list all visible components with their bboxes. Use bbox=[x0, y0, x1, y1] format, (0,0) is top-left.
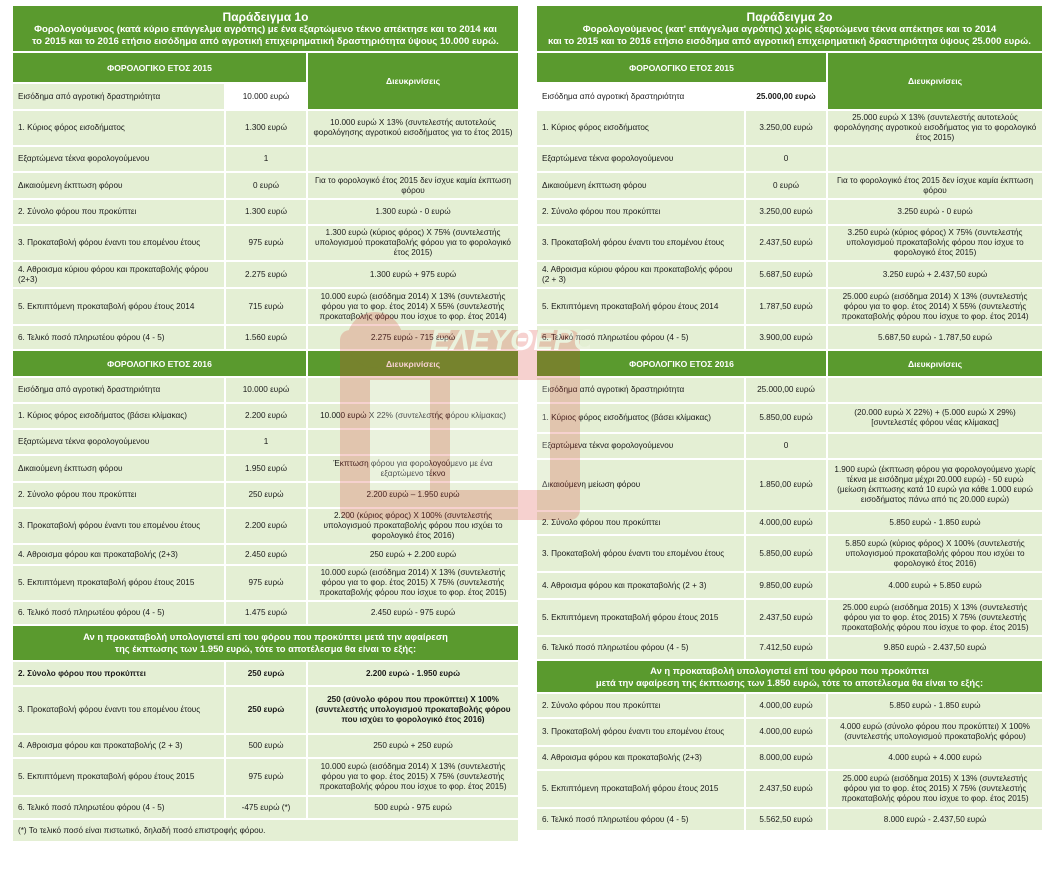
row-value: 500 ευρώ bbox=[225, 734, 307, 758]
row-value: 4.000,00 ευρώ bbox=[745, 511, 827, 535]
example-2-explanations-header-2016: Διευκρινίσεις bbox=[827, 350, 1042, 377]
example-1-year-2015-header: ΦΟΡΟΛΟΓΙΚΟ ΕΤΟΣ 2015 bbox=[13, 53, 307, 83]
example-1-subtitle-line-1: Φορολογούμενος (κατά κύριο επάγγελμα αγρότης) με ένα εξαρτώμενο τέκνο απέκτησε και το 2014 και bbox=[34, 23, 497, 35]
row-value: 975 ευρώ bbox=[225, 758, 307, 796]
row-label: 2. Σύνολο φόρου που προκύπτει bbox=[13, 482, 225, 508]
row-label: 4. Αθροισμα φόρου και προκαταβολής (2 + 3) bbox=[13, 734, 225, 758]
row-value: 250 ευρώ bbox=[225, 686, 307, 734]
row-value: 3.250,00 ευρώ bbox=[745, 110, 827, 146]
row-explanation bbox=[307, 377, 518, 403]
example-1-table bbox=[13, 53, 518, 841]
row-label: 4. Αθροισμα φόρου και προκαταβολής (2+3) bbox=[537, 746, 745, 770]
example-1-title-bar bbox=[13, 6, 518, 53]
row-value: 3.250,00 ευρώ bbox=[745, 199, 827, 225]
row-value: 2.437,50 ευρώ bbox=[745, 225, 827, 261]
row-label: 1. Κύριος φόρος εισοδήματος (βάσει κλίμακας) bbox=[537, 403, 745, 433]
row-label: 3. Προκαταβολή φόρου έναντι του επομένου έτους bbox=[537, 225, 745, 261]
row-explanation: 10.000 ευρώ (εισόδημα 2014) Χ 13% (συντελεστής φόρου για το φορ. έτος 2014) Χ 55% (συντελεστής προκαταβολής φόρου που ίσχυε το φορ. έτος 2014) bbox=[307, 288, 518, 325]
row-value: 2.450 ευρώ bbox=[225, 544, 307, 565]
row-value: 4.000,00 ευρώ bbox=[745, 718, 827, 746]
row-label: Εξαρτώμενα τέκνα φορολογούμενου bbox=[537, 433, 745, 459]
row-explanation: 1.900 ευρώ (έκπτωση φόρου για φορολογούμενο χωρίς τέκνα με εισόδημα μέχρι 20.000 ευρώ) - 50 ευρώ (μείωση έκπτωσης κατά 10 ευρώ για κάθε 1.000 ευρώ εισοδήματος πάνω από τις 20.000 ευρώ) bbox=[827, 459, 1042, 511]
row-label: 3. Προκαταβολή φόρου έναντι του επομένου έτους bbox=[537, 718, 745, 746]
row-explanation: Για το φορολογικό έτος 2015 δεν ίσχυε καμία έκπτωση φόρου bbox=[307, 172, 518, 199]
row-value: 8.000,00 ευρώ bbox=[745, 746, 827, 770]
row-explanation: 1.300 ευρώ - 0 ευρώ bbox=[307, 199, 518, 225]
row-label: 5. Εκπιπτόμενη προκαταβολή φόρου έτους 2014 bbox=[537, 288, 745, 325]
row-value: 250 ευρώ bbox=[225, 661, 307, 686]
row-value: 0 bbox=[745, 433, 827, 459]
watermark-text: ΕΛΕΥΘΕΡ bbox=[430, 324, 574, 357]
example-2-explanations-header: Διευκρινίσεις bbox=[827, 53, 1042, 110]
row-label: 4. Αθροισμα φόρου και προκαταβολής (2+3) bbox=[13, 544, 225, 565]
row-explanation: 2.450 ευρώ - 975 ευρώ bbox=[307, 601, 518, 625]
row-value: 715 ευρώ bbox=[225, 288, 307, 325]
row-explanation bbox=[827, 377, 1042, 403]
alt-note-line-1: Αν η προκαταβολή υπολογιστεί επί του φόρου που προκύπτει bbox=[650, 664, 929, 676]
row-explanation bbox=[827, 146, 1042, 172]
example-1-title: Παράδειγμα 1ο bbox=[222, 9, 309, 24]
example-1-panel bbox=[13, 6, 518, 841]
row-explanation: Έκπτωση φόρου για φορολογούμενο με ένα εξαρτώμενο τέκνο bbox=[307, 455, 518, 482]
row-label: 3. Προκαταβολή φόρου έναντι του επομένου έτους bbox=[13, 686, 225, 734]
row-value: 7.412,50 ευρώ bbox=[745, 636, 827, 660]
row-label: 1. Κύριος φόρος εισοδήματος (βάσει κλίμακας) bbox=[13, 403, 225, 429]
row-label: 2. Σύνολο φόρου που προκύπτει bbox=[537, 511, 745, 535]
row-label: 6. Τελικό ποσό πληρωτέου φόρου (4 - 5) bbox=[13, 601, 225, 625]
row-value: 1.950 ευρώ bbox=[225, 455, 307, 482]
row-label: Εξαρτώμενα τέκνα φορολογούμενου bbox=[13, 146, 225, 172]
example-1-subtitle-line-2: το 2015 και το 2016 ετήσιο εισόδημα από αγροτική επιχειρηματική δραστηριότητα ύψους 10.000 ευρώ. bbox=[32, 35, 499, 47]
row-value: 2.200 ευρώ bbox=[225, 403, 307, 429]
row-explanation: 10.000 ευρώ Χ 13% (συντελεστής αυτοτελούς φορολόγησης αγροτικού εισοδήματος για το έτος 2015) bbox=[307, 110, 518, 146]
row-value: 0 bbox=[745, 146, 827, 172]
example-2-subtitle-line-2: και το 2015 και το 2016 ετήσιο εισόδημα από αγροτική επιχειρηματική δραστηριότητα ύψους 25.000 ευρώ. bbox=[548, 35, 1031, 47]
row-label: Εισόδημα από αγροτική δραστηριότητα bbox=[13, 377, 225, 403]
row-label: 6. Τελικό ποσό πληρωτέου φόρου (4 - 5) bbox=[537, 636, 745, 660]
row-explanation: 9.850 ευρώ - 2.437,50 ευρώ bbox=[827, 636, 1042, 660]
row-value: 2.275 ευρώ bbox=[225, 261, 307, 288]
row-label: Εξαρτώμενα τέκνα φορολογούμενου bbox=[13, 429, 225, 455]
row-label: 6. Τελικό ποσό πληρωτέου φόρου (4 - 5) bbox=[537, 325, 745, 350]
row-value: 5.562,50 ευρώ bbox=[745, 808, 827, 831]
row-value: 2.437,50 ευρώ bbox=[745, 599, 827, 636]
row-explanation: 250 ευρώ + 250 ευρώ bbox=[307, 734, 518, 758]
row-explanation: 3.250 ευρώ + 2.437,50 ευρώ bbox=[827, 261, 1042, 288]
row-value: 25.000,00 ευρώ bbox=[745, 83, 827, 110]
row-value: 250 ευρώ bbox=[225, 482, 307, 508]
row-label: Εισόδημα από αγροτική δραστηριότητα bbox=[13, 83, 225, 110]
row-explanation: 1.300 ευρώ + 975 ευρώ bbox=[307, 261, 518, 288]
row-label: 5. Εκπιπτόμενη προκαταβολή φόρου έτους 2015 bbox=[537, 599, 745, 636]
row-explanation: 10.000 ευρώ (εισόδημα 2014) Χ 13% (συντελεστής φόρου για το φορ. έτος 2015) Χ 75% (συντελεστής προκαταβολής φόρου που ίσχυε το φορ. έτος 2015) bbox=[307, 565, 518, 601]
row-label: 6. Τελικό ποσό πληρωτέου φόρου (4 - 5) bbox=[13, 325, 225, 350]
row-explanation: 10.000 ευρώ (εισόδημα 2014) Χ 13% (συντελεστής φόρου για το φορ. έτος 2015) Χ 75% (συντελεστής προκαταβολής φόρου που ίσχυε το φορ. έτος 2015) bbox=[307, 758, 518, 796]
row-label: 1. Κύριος φόρος εισοδήματος bbox=[537, 110, 745, 146]
row-value: 1 bbox=[225, 146, 307, 172]
row-value: 1.850,00 ευρώ bbox=[745, 459, 827, 511]
row-explanation: 10.000 ευρώ Χ 22% (συντελεστής φόρου κλίμακας) bbox=[307, 403, 518, 429]
alt-note-line-1: Αν η προκαταβολή υπολογιστεί επί του φόρου που προκύπτει μετά την αφαίρεση bbox=[83, 631, 448, 642]
row-explanation: 4.000 ευρώ (σύνολο φόρου που προκύπτει) Χ 100% (συντελεστής υπολογισμού προκαταβολής φόρου) bbox=[827, 718, 1042, 746]
row-value: 1.300 ευρώ bbox=[225, 110, 307, 146]
row-label: Εισόδημα από αγροτική δραστηριότητα bbox=[537, 83, 745, 110]
row-value: 2.200 ευρώ bbox=[225, 508, 307, 544]
example-1-alternative-note bbox=[13, 625, 518, 661]
row-label: 2. Σύνολο φόρου που προκύπτει bbox=[13, 199, 225, 225]
row-value: 1.560 ευρώ bbox=[225, 325, 307, 350]
row-explanation: (20.000 ευρώ Χ 22%) + (5.000 ευρώ Χ 29%) [συντελεστές φόρου νέας κλίμακας] bbox=[827, 403, 1042, 433]
row-value: 3.900,00 ευρώ bbox=[745, 325, 827, 350]
row-explanation: 2.200 ευρώ – 1.950 ευρώ bbox=[307, 482, 518, 508]
row-value: 0 ευρώ bbox=[225, 172, 307, 199]
row-value: 4.000,00 ευρώ bbox=[745, 693, 827, 718]
row-explanation: 4.000 ευρώ + 5.850 ευρώ bbox=[827, 572, 1042, 599]
example-2-subtitle-line-1: Φορολογούμενος (κατ' επάγγελμα αγρότης) χωρίς εξαρτώμενα τέκνα απέκτησε και το 2014 bbox=[582, 23, 997, 35]
row-explanation: 25.000 ευρώ (εισόδημα 2014) Χ 13% (συντελεστής φόρου για το φορ. έτος 2014) Χ 55% (συντελεστής προκαταβολής φόρου που ίσχυε το φορ. έτος 2014) bbox=[827, 288, 1042, 325]
row-explanation: 5.850 ευρώ - 1.850 ευρώ bbox=[827, 511, 1042, 535]
row-explanation: 5.850 ευρώ - 1.850 ευρώ bbox=[827, 693, 1042, 718]
example-2-year-2015-header: ΦΟΡΟΛΟΓΙΚΟ ΕΤΟΣ 2015 bbox=[537, 53, 827, 83]
row-value: 975 ευρώ bbox=[225, 565, 307, 601]
row-explanation: 2.200 (κύριος φόρος) Χ 100% (συντελεστής υπολογισμού προκαταβολής φόρου που ισχύει το φορολογικό έτος 2016) bbox=[307, 508, 518, 544]
row-label: 6. Τελικό ποσό πληρωτέου φόρου (4 - 5) bbox=[537, 808, 745, 831]
example-2-year-2016-header: ΦΟΡΟΛΟΓΙΚΟ ΕΤΟΣ 2016 bbox=[537, 350, 827, 377]
row-label: Εξαρτώμενα τέκνα φορολογούμενου bbox=[537, 146, 745, 172]
row-value: 9.850,00 ευρώ bbox=[745, 572, 827, 599]
row-explanation: 250 (σύνολο φόρου που προκύπτει) Χ 100% (συντελεστής υπολογισμού προκαταβολής φόρου που ισχύει το φορολογικό έτος 2016) bbox=[307, 686, 518, 734]
row-label: 3. Προκαταβολή φόρου έναντι του επομένου έτους bbox=[13, 508, 225, 544]
row-explanation: 25.000 ευρώ Χ 13% (συντελεστής αυτοτελούς φορολόγησης αγροτικού εισοδήματος για το φορολογικό έτος 2015) bbox=[827, 110, 1042, 146]
row-explanation: 500 ευρώ - 975 ευρώ bbox=[307, 796, 518, 819]
row-explanation: Για το φορολογικό έτος 2015 δεν ίσχυε καμία έκπτωση φόρου bbox=[827, 172, 1042, 199]
row-label: 6. Τελικό ποσό πληρωτέου φόρου (4 - 5) bbox=[13, 796, 225, 819]
row-explanation: 4.000 ευρώ + 4.000 ευρώ bbox=[827, 746, 1042, 770]
alt-note-line-2: μετά την αφαίρεση της έκπτωσης των 1.850 ευρώ, τότε το αποτέλεσμα θα είναι το εξής: bbox=[595, 676, 984, 688]
row-explanation: 250 ευρώ + 2.200 ευρώ bbox=[307, 544, 518, 565]
example-1-explanations-header-2016: Διευκρινίσεις bbox=[307, 350, 518, 377]
row-label: Δικαιούμενη έκπτωση φόρου bbox=[13, 455, 225, 482]
row-value: 10.000 ευρώ bbox=[225, 83, 307, 110]
row-explanation: 5.687,50 ευρώ - 1.787,50 ευρώ bbox=[827, 325, 1042, 350]
row-label: Δικαιούμενη έκπτωση φόρου bbox=[13, 172, 225, 199]
row-explanation: 8.000 ευρώ - 2.437,50 ευρώ bbox=[827, 808, 1042, 831]
row-label: 3. Προκαταβολή φόρου έναντι του επομένου έτους bbox=[537, 535, 745, 572]
row-value: 1 bbox=[225, 429, 307, 455]
row-value: 5.850,00 ευρώ bbox=[745, 403, 827, 433]
row-label: 4. Αθροισμα κύριου φόρου και προκαταβολής φόρου (2+3) bbox=[13, 261, 225, 288]
row-label: 5. Εκπιπτόμενη προκαταβολή φόρου έτους 2015 bbox=[13, 758, 225, 796]
example-2-title-bar bbox=[537, 6, 1042, 53]
row-label: 2. Σύνολο φόρου που προκύπτει bbox=[537, 693, 745, 718]
row-label: 5. Εκπιπτόμενη προκαταβολή φόρου έτους 2015 bbox=[13, 565, 225, 601]
example-1-explanations-header: Διευκρινίσεις bbox=[307, 53, 518, 110]
row-value: 1.300 ευρώ bbox=[225, 199, 307, 225]
row-label: 4. Αθροισμα κύριου φόρου και προκαταβολής φόρου (2 + 3) bbox=[537, 261, 745, 288]
row-explanation: 2.200 ευρώ - 1.950 ευρώ bbox=[307, 661, 518, 686]
row-label: 2. Σύνολο φόρου που προκύπτει bbox=[537, 199, 745, 225]
row-label: 2. Σύνολο φόρου που προκύπτει bbox=[13, 661, 225, 686]
row-explanation: 3.250 ευρώ (κύριος φόρος) Χ 75% (συντελεστής υπολογισμού προκαταβολής φόρου που ίσχυε το φορολογικό έτος 2015) bbox=[827, 225, 1042, 261]
row-label: 5. Εκπιπτόμενη προκαταβολή φόρου έτους 2015 bbox=[537, 770, 745, 808]
row-value: 1.475 ευρώ bbox=[225, 601, 307, 625]
row-explanation bbox=[827, 433, 1042, 459]
example-2-panel bbox=[537, 6, 1042, 832]
example-1-footnote: (*) Το τελικό ποσό είναι πιστωτικό, δηλαδή ποσό επιστροφής φόρου. bbox=[13, 819, 518, 841]
row-label: Εισόδημα από αγροτική δραστηριότητα bbox=[537, 377, 745, 403]
row-explanation: 25.000 ευρώ (εισόδημα 2015) Χ 13% (συντελεστής φόρου για το φορ. έτος 2015) Χ 75% (συντελεστής προκαταβολής φόρου που ίσχυε το φορ. έτος 2015) bbox=[827, 770, 1042, 808]
row-explanation: 3.250 ευρώ - 0 ευρώ bbox=[827, 199, 1042, 225]
row-value: 2.437,50 ευρώ bbox=[745, 770, 827, 808]
row-value: 1.787,50 ευρώ bbox=[745, 288, 827, 325]
example-2-table bbox=[537, 53, 1042, 832]
example-1-year-2016-header: ΦΟΡΟΛΟΓΙΚΟ ΕΤΟΣ 2016 bbox=[13, 350, 307, 377]
row-explanation: 1.300 ευρώ (κύριος φόρος) Χ 75% (συντελεστής υπολογισμού προκαταβολής φόρου για το φορολογικό έτος 2015) bbox=[307, 225, 518, 261]
row-explanation: 25.000 ευρώ (εισόδημα 2015) Χ 13% (συντελεστής φόρου για το φορ. έτος 2015) Χ 75% (συντελεστής προκαταβολής φόρου που ίσχυε το φορ. έτος 2015) bbox=[827, 599, 1042, 636]
row-value: 5.850,00 ευρώ bbox=[745, 535, 827, 572]
row-label: 3. Προκαταβολή φόρου έναντι του επομένου έτους bbox=[13, 225, 225, 261]
row-value: 975 ευρώ bbox=[225, 225, 307, 261]
row-explanation: 5.850 ευρώ (κύριος φόρος) Χ 100% (συντελεστής υπολογισμού προκαταβολής φόρου που ισχύει το φορολογικό έτος 2016) bbox=[827, 535, 1042, 572]
example-2-title: Παράδειγμα 2ο bbox=[746, 9, 833, 24]
row-value: 10.000 ευρώ bbox=[225, 377, 307, 403]
row-label: Δικαιούμενη μείωση φόρου bbox=[537, 459, 745, 511]
example-2-alternative-note bbox=[537, 660, 1042, 693]
row-value: 0 ευρώ bbox=[745, 172, 827, 199]
row-label: Δικαιούμενη έκπτωση φόρου bbox=[537, 172, 745, 199]
row-label: 1. Κύριος φόρος εισοδήματος bbox=[13, 110, 225, 146]
row-value: -475 ευρώ (*) bbox=[225, 796, 307, 819]
row-value: 25.000,00 ευρώ bbox=[745, 377, 827, 403]
alt-note-line-2: της έκπτωσης των 1.950 ευρώ, τότε το αποτέλεσμα θα είναι το εξής: bbox=[114, 643, 417, 654]
row-explanation: 2.275 ευρώ - 715 ευρώ bbox=[307, 325, 518, 350]
row-label: 5. Εκπιπτόμενη προκαταβολή φόρου έτους 2014 bbox=[13, 288, 225, 325]
row-label: 4. Αθροισμα φόρου και προκαταβολής (2 + 3) bbox=[537, 572, 745, 599]
row-explanation bbox=[307, 146, 518, 172]
row-value: 5.687,50 ευρώ bbox=[745, 261, 827, 288]
row-explanation bbox=[307, 429, 518, 455]
